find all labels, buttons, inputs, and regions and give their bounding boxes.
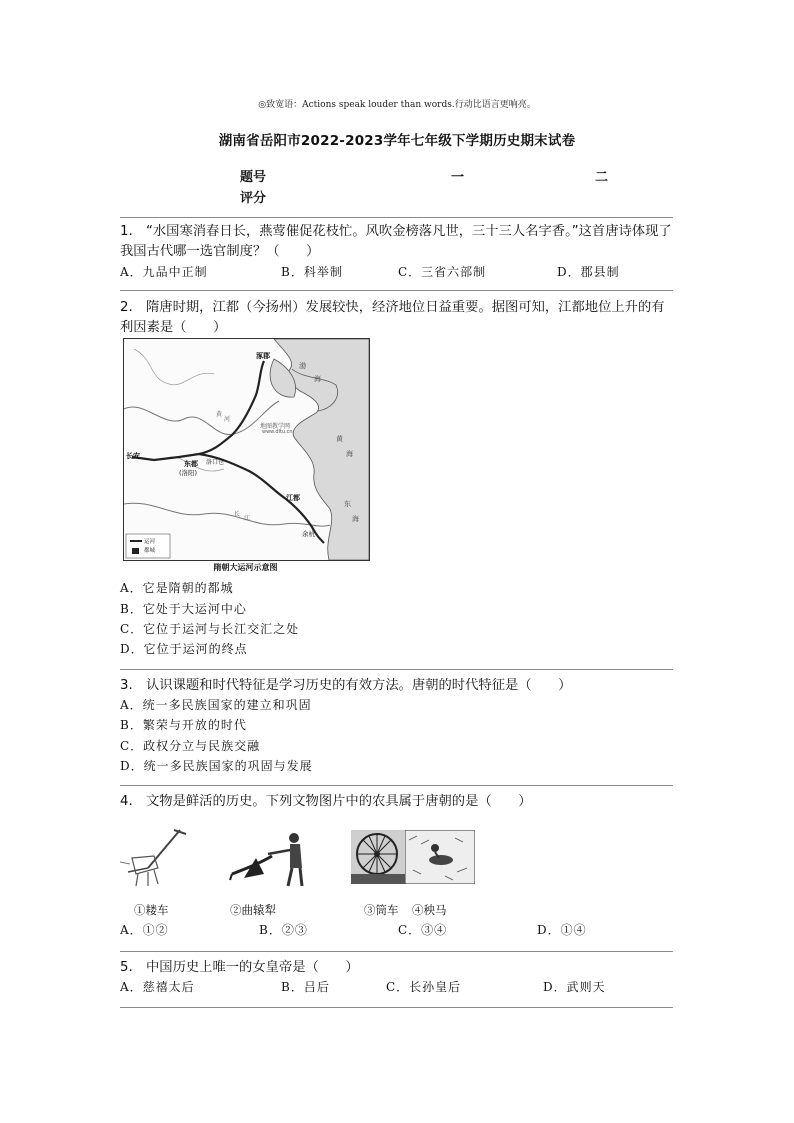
- question-1-option-d[interactable]: D．郡县制: [557, 265, 620, 279]
- river-label: 长: [234, 511, 241, 518]
- map-label-yuekou: 洛口仓: [206, 459, 225, 466]
- question-5-option-b[interactable]: B．吕后: [281, 980, 330, 994]
- legend-canal-label: 运河: [144, 539, 156, 545]
- sea-label: 渤: [299, 362, 306, 370]
- question-1-option-b[interactable]: B．科举制: [281, 265, 343, 279]
- artifact-caption-1: ①耧车: [134, 903, 169, 917]
- sea-label: 海: [346, 450, 353, 458]
- question-5-option-d[interactable]: D．武则天: [543, 980, 606, 994]
- question-1-option-a[interactable]: A．九品中正制: [120, 265, 208, 279]
- tube-wheel-image: [351, 830, 405, 884]
- divider: [120, 785, 673, 786]
- question-2-option-c[interactable]: C．它位于运河与长江交汇之处: [120, 622, 300, 636]
- map-caption: 隋朝大运河示意图: [213, 563, 278, 572]
- river-label: 河: [224, 416, 231, 423]
- question-4-option-d[interactable]: D．①④: [537, 923, 587, 937]
- question-4-option-b[interactable]: B．②③: [259, 923, 308, 937]
- grand-canal-map: [123, 338, 370, 561]
- question-5-option-c[interactable]: C．长孙皇后: [386, 980, 462, 994]
- score-col-2: 二: [595, 170, 609, 185]
- map-label-luoyang: (洛阳): [179, 469, 198, 477]
- question-2-option-d[interactable]: D．它位于运河的终点: [120, 642, 248, 656]
- divider: [120, 290, 673, 291]
- rice-seedling-horse-image: [405, 830, 475, 884]
- divider: [120, 951, 673, 952]
- score-col-1: 一: [451, 170, 465, 185]
- sea-label: 黄: [336, 435, 343, 443]
- sea-label: 海: [314, 375, 321, 383]
- question-4-stem: 4. 文物是鲜活的历史。下列文物图片中的农具属于唐朝的是（ ）: [120, 794, 532, 809]
- map-label-yuhang: 余杭: [302, 530, 315, 538]
- question-3-option-c[interactable]: C．政权分立与民族交融: [120, 739, 261, 753]
- sea-label: 海: [352, 515, 359, 523]
- river-label: 黄: [216, 411, 223, 418]
- river-label: 江: [244, 515, 251, 522]
- score-row-label-score: 评分: [240, 191, 267, 206]
- legend-capital-label: 都城: [144, 548, 156, 554]
- question-1-option-c[interactable]: C．三省六部制: [398, 265, 487, 279]
- question-3-option-a[interactable]: A．统一多民族国家的建立和巩固: [120, 698, 312, 712]
- question-3-option-d[interactable]: D．统一多民族国家的巩固与发展: [120, 759, 313, 773]
- question-5-stem: 5. 中国历史上唯一的女皇帝是（ ）: [120, 960, 359, 975]
- seed-drill-image: [118, 828, 190, 890]
- artifact-caption-2: ②曲辕犁: [230, 903, 276, 917]
- divider: [120, 217, 673, 218]
- question-2-option-b[interactable]: B．它处于大运河中心: [120, 602, 247, 616]
- map-watermark-url: www.dltu.cn: [262, 429, 293, 435]
- sea-label: 东: [344, 500, 351, 508]
- question-4-option-a[interactable]: A．①②: [120, 923, 169, 937]
- map-label-jiangdu: 江都: [286, 494, 300, 502]
- question-3-option-b[interactable]: B．繁荣与开放的时代: [120, 718, 247, 732]
- artifact-caption-4: ④秧马: [412, 903, 447, 917]
- artifact-caption-3: ③筒车: [364, 903, 399, 917]
- map-label-zhuojun: 涿郡: [256, 352, 270, 360]
- question-3-stem: 3. 认识课题和时代特征是学习历史的有效方法。唐朝的时代特征是（ ）: [120, 678, 572, 693]
- divider: [120, 669, 673, 670]
- question-1-stem: 1. “水国寒消春日长，燕莺催促花枝忙。风吹金榜落凡世，三十三人名字香。”这首唐诗体现了我国古代哪一选官制度？（ ）: [120, 224, 672, 259]
- score-row-label-number: 题号: [240, 170, 267, 185]
- question-4-option-c[interactable]: C．③④: [398, 923, 448, 937]
- motto: ◎致宽语：Actions speak louder than words.行动比语言更响亮。: [258, 100, 536, 110]
- map-label-changan: 长安: [126, 452, 140, 460]
- exam-title: 湖南省岳阳市2022-2023学年七年级下学期历史期末试卷: [218, 133, 576, 149]
- question-5-option-a[interactable]: A．慈禧太后: [120, 980, 195, 994]
- question-2-option-a[interactable]: A．它是隋朝的都城: [120, 581, 234, 595]
- divider: [120, 1007, 673, 1008]
- question-2-stem: 2. 隋唐时期，江都（今扬州）发展较快，经济地位日益重要。据图可知，江都地位上升的有利因素是（ ）: [120, 300, 665, 335]
- map-watermark: 地图教学网: [260, 423, 291, 430]
- curved-plough-image: [228, 828, 312, 890]
- map-graphic: [124, 339, 369, 560]
- map-label-dongdu: 东都: [184, 460, 198, 468]
